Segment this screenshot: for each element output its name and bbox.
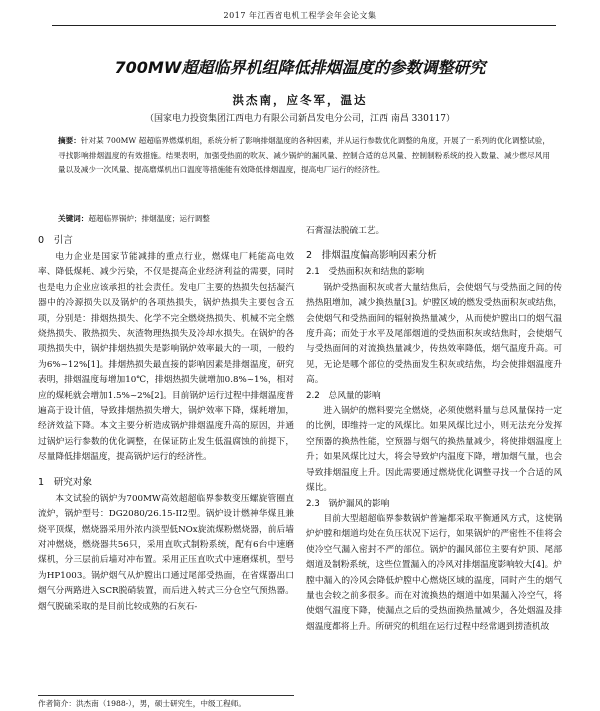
section-2-heading: 2 排烟温度偏高影响因素分析: [306, 250, 437, 262]
left-column: [38, 224, 294, 711]
abstract-text: 针对某 700MW 超超临界燃煤机组，系统分析了影响排烟温度的各种因素，并从运行参数优化调整的角度，开展了一系列的优化调整试验，寻找影响排烟温度的有效措施。结果表明，加强受热面的吹灰、减少锅炉的漏风量、控制合适的总风量、控制制粉系统的投入数量、减少燃尽风用量以及减少一次风量、提高磨煤机出口温度等措施能有效降低排烟温度，提高电厂运行的经济性。: [58, 136, 550, 174]
keywords-text: 超超临界锅炉；排烟温度；运行调整: [88, 214, 210, 223]
section-2-3-heading: 2.3 锅炉漏风的影响: [306, 498, 390, 509]
header-rule: [52, 25, 556, 26]
abstract: [58, 134, 550, 178]
section-0-heading: 0 引言: [38, 235, 73, 246]
section-2-2-heading: 2.2 总风量的影响: [306, 390, 381, 401]
right-column: [306, 224, 562, 711]
section-2-1-heading: 2.1 受热面积灰和结焦的影响: [306, 267, 425, 278]
section-2-2-paragraph: 进入锅炉的燃料要完全燃烧，必须使燃料量与总风量保持一定的比例，即维持一定的风煤比。如果风煤比过小，则无法充分发挥空预器的换热性能，空预器与烟气的换热量减少，将使排烟温度上升；如果风煤比过大，将会导致炉内温度下降，增加烟气量，也会导致排烟温度上升。因此需要通过燃烧优化调整寻找一个合适的风煤比。: [306, 406, 562, 494]
keywords-label: 关键词：: [58, 214, 89, 223]
keywords: [58, 213, 550, 224]
section-2-3-paragraph: 目前大型超超临界参数锅炉普遍都采取平衡通风方式，这使锅炉炉膛和烟道均处在负压状况下运行，如果锅炉的严密性不佳将会使冷空气漏入密封不严的部位。锅炉的漏风部位主要有炉顶、尾部烟道及制粉系统，这些位置漏入的冷风对排烟温度影响较大[4]。炉膛中漏入的冷风会降低炉膛中心燃烧区域的温度，同时产生的烟气量也会较之前多很多。而在对流换热的烟道中如果漏入冷空气，将使烟气温度下降，使漏点之后的受热面换热量减少，各处烟温及排烟温度都将上升。所研究的机组在运行过程中经常遇到捞渣机故: [306, 513, 562, 632]
affiliation: （国家电力投资集团江西电力有限公司新昌发电分公司，江西 南昌 330117）: [144, 114, 456, 124]
section-1-paragraph: 本文试验的锅炉为700MW高效超超临界参数变压螺旋管圈直流炉，锅炉型号：DG2080/26.15-II2型。锅炉设计燃神华煤且兼烧平顶煤，燃烧器采用外浓内淡型低NOx旋流煤粉燃烧器，前后墙对冲燃烧，燃烧器共56只，采用直吹式制粉系统，配有6台中速磨煤机，分三层前后墙对冲布置。采用正压直吹式中速磨煤机，型号为HP1003。锅炉烟气从炉膛出口通过尾部受热面，在省煤器出口烟气分两路进入SCR脱硝装置，而后进入转式三分仓空气预热器。烟气脱硫采取的是目前比较成熟的石灰石-: [38, 493, 294, 612]
paper-title: 700MW超超临界机组降低排烟温度的参数调整研究: [114, 58, 486, 77]
section-0-paragraph: 电力企业是国家节能减排的重点行业，燃煤电厂耗能高电效率、降低煤耗、减少污染，不仅是提高企业经济利益的需要，同时也是电力企业应该承担的社会责任。发电厂主要的热损失包括凝汽器中的冷源损失以及锅炉的各项热损失，锅炉热损失主要包含五项，分别是：排烟热损失、化学不完全燃烧热损失、机械不完全燃烧热损失、散热损失、灰渣物理热损失及冷却水损失。在锅炉的各项热损失中，锅炉排烟热损失是影响锅炉效率最大的一项，一般约为6%~12%[1]。排烟热损失最直接的影响因素是排烟温度，研究表明，排烟温度每增加10℃，排烟热损失就增加0.8%~1%，相对应的煤耗就会增加1.5%~2%[2]。目前锅炉运行过程中排烟温度普遍高于设计值，导致排烟热损失增大，锅炉效率下降，煤耗增加，经济效益下降。本文主要分析造成锅炉排烟温度升高的原因，并通过锅炉运行参数的优化调整，在保证防止发生低温腐蚀的前提下，尽量降低排烟温度，提高锅炉运行的经济性。: [38, 252, 294, 463]
section-1-heading: 1 研究对象: [38, 476, 93, 488]
running-head: 2017 年江西省电机工程学会年会论文集: [223, 11, 377, 20]
section-2-1-paragraph: 锅炉受热面积灰或者大量结焦后，会使烟气与受热面之间的传热热阻增加，减少换热量[3]。炉膛区域的燃发受热面积灰或结焦，会使烟气和受热面间的辐射换热量减少，从而使炉膛出口的烟气温度升高；而处于水平及尾部烟道的受热面积灰或结焦时，会使烟气与受热面间的对流换热量减少，传热效率降低，烟气温度升高。可见，无论是哪个部位的受热面发生积灰或结焦，均会使排烟温度升高。: [306, 282, 562, 386]
author-footnote: 作者简介：洪杰南（1988-），男，硕士研究生，中级工程师。: [38, 695, 294, 709]
continued-paragraph: 石膏湿法脱硫工艺。: [306, 226, 385, 236]
authors: 洪杰南，应冬军，温达: [232, 93, 368, 107]
abstract-label: 摘要：: [58, 136, 81, 145]
